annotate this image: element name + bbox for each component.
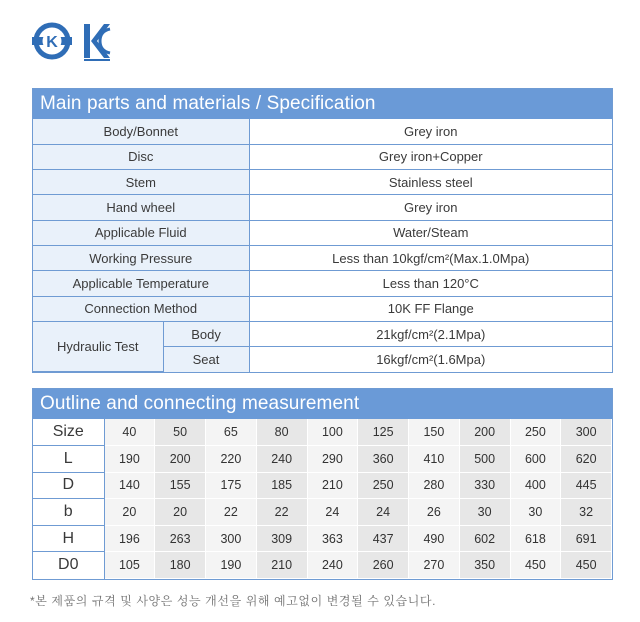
kc-mark-logo (80, 21, 114, 61)
dimension-cell: 26 (409, 499, 460, 526)
spec-label: Disc (33, 144, 249, 169)
spec-label: Body/Bonnet (33, 119, 249, 144)
dimension-cell: 600 (510, 446, 561, 473)
dimension-cell: 290 (307, 446, 358, 473)
hydraulic-seat-label: Seat (163, 347, 249, 372)
dimension-cell: 400 (510, 472, 561, 499)
table-row (33, 170, 612, 195)
ks-mark-letter: K (46, 34, 58, 51)
spec-label: Stem (33, 170, 249, 195)
table-row (33, 499, 612, 526)
dimension-cell: 190 (104, 446, 155, 473)
table-row (33, 552, 612, 579)
dimension-cell: 602 (459, 525, 510, 552)
dimension-cell: 175 (206, 472, 257, 499)
spec-table (33, 119, 612, 372)
table-row (33, 446, 612, 473)
dimension-row-label: D (33, 472, 104, 499)
dimension-cell: 50 (155, 419, 206, 446)
dimension-cell: 200 (155, 446, 206, 473)
spec-value: 10K FF Flange (249, 296, 612, 321)
dimension-cell: 240 (256, 446, 307, 473)
dimension-cell: 125 (358, 419, 409, 446)
dimension-cell: 140 (104, 472, 155, 499)
table-row (33, 220, 612, 245)
dimension-cell: 65 (206, 419, 257, 446)
spec-value: Less than 120°C (249, 271, 612, 296)
dimension-cell: 300 (561, 419, 612, 446)
spec-label: Applicable Fluid (33, 220, 249, 245)
spec-value: Grey iron+Copper (249, 144, 612, 169)
table-row (33, 271, 612, 296)
dimension-cell: 40 (104, 419, 155, 446)
dimension-cell: 210 (256, 552, 307, 579)
dimension-cell: 437 (358, 525, 409, 552)
ks-mark-logo (32, 21, 72, 61)
dimension-cell: 250 (358, 472, 409, 499)
table-row (33, 119, 612, 144)
table-row (33, 321, 612, 346)
dimension-row-label: H (33, 525, 104, 552)
dimension-cell: 190 (206, 552, 257, 579)
dimension-cell: 105 (104, 552, 155, 579)
dimension-cell: 20 (104, 499, 155, 526)
dimension-cell: 410 (409, 446, 460, 473)
spec-value: Water/Steam (249, 220, 612, 245)
spec-title: Main parts and materials / Specification (33, 89, 612, 119)
dimension-cell: 100 (307, 419, 358, 446)
table-row (33, 525, 612, 552)
dimension-cell: 490 (409, 525, 460, 552)
dimension-row-label: Size (33, 419, 104, 446)
dimension-table (33, 419, 612, 579)
dimension-cell: 150 (409, 419, 460, 446)
dimension-cell: 180 (155, 552, 206, 579)
dimension-cell: 270 (409, 552, 460, 579)
table-row (33, 144, 612, 169)
dimension-cell: 200 (459, 419, 510, 446)
dimension-cell: 445 (561, 472, 612, 499)
hydraulic-body-label: Body (163, 321, 249, 346)
dimension-cell: 620 (561, 446, 612, 473)
dimension-cell: 350 (459, 552, 510, 579)
dimension-row-label: L (33, 446, 104, 473)
dimension-cell: 24 (307, 499, 358, 526)
dimension-cell: 80 (256, 419, 307, 446)
dimension-cell: 155 (155, 472, 206, 499)
dimension-cell: 618 (510, 525, 561, 552)
table-row (33, 419, 612, 446)
dimension-cell: 450 (561, 552, 612, 579)
dimension-section (32, 388, 613, 580)
dimension-cell: 210 (307, 472, 358, 499)
spec-label: Working Pressure (33, 245, 249, 270)
dimension-cell: 22 (256, 499, 307, 526)
dimension-cell: 500 (459, 446, 510, 473)
spec-label: Hand wheel (33, 195, 249, 220)
dimension-cell: 280 (409, 472, 460, 499)
dimension-cell: 360 (358, 446, 409, 473)
hydraulic-seat-value: 16kgf/cm²(1.6Mpa) (249, 347, 612, 372)
dimension-cell: 309 (256, 525, 307, 552)
hydraulic-test-label: Hydraulic Test (33, 321, 163, 372)
dimension-cell: 263 (155, 525, 206, 552)
dimension-cell: 363 (307, 525, 358, 552)
dimension-row-label: b (33, 499, 104, 526)
dimension-cell: 260 (358, 552, 409, 579)
spec-section (32, 88, 613, 373)
certification-logos (32, 18, 114, 64)
dimension-cell: 196 (104, 525, 155, 552)
table-row (33, 195, 612, 220)
dimension-cell: 250 (510, 419, 561, 446)
dimension-cell: 22 (206, 499, 257, 526)
dimension-cell: 220 (206, 446, 257, 473)
spec-label: Connection Method (33, 296, 249, 321)
dimension-cell: 240 (307, 552, 358, 579)
dimension-cell: 30 (459, 499, 510, 526)
spec-value: Stainless steel (249, 170, 612, 195)
hydraulic-body-value: 21kgf/cm²(2.1Mpa) (249, 321, 612, 346)
dimension-cell: 185 (256, 472, 307, 499)
dimension-title: Outline and connecting measurement (33, 389, 612, 419)
dimension-cell: 450 (510, 552, 561, 579)
dimension-cell: 20 (155, 499, 206, 526)
disclaimer-note: *본 제품의 규격 및 사양은 성능 개선을 위해 예고없이 변경될 수 있습니다. (30, 594, 437, 608)
dimension-cell: 330 (459, 472, 510, 499)
dimension-row-label: D0 (33, 552, 104, 579)
dimension-cell: 691 (561, 525, 612, 552)
spec-value: Less than 10kgf/cm²(Max.1.0Mpa) (249, 245, 612, 270)
spec-label: Applicable Temperature (33, 271, 249, 296)
dimension-cell: 30 (510, 499, 561, 526)
table-row (33, 296, 612, 321)
dimension-cell: 24 (358, 499, 409, 526)
dimension-cell: 300 (206, 525, 257, 552)
spec-value: Grey iron (249, 119, 612, 144)
table-row (33, 245, 612, 270)
table-row (33, 472, 612, 499)
dimension-cell: 32 (561, 499, 612, 526)
spec-value: Grey iron (249, 195, 612, 220)
